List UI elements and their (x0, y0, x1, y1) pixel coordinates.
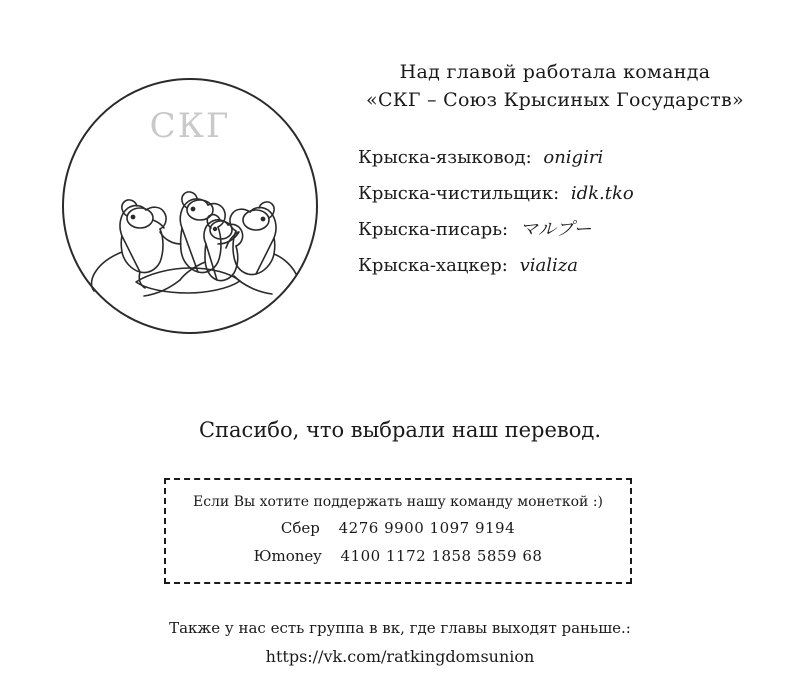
role-label-cleaner: Крыска-чистильщик: (358, 183, 560, 204)
credits-title-line1: Над главой работала команда (399, 61, 711, 83)
thank-you-message: Спасибо, что выбрали наш перевод. (198, 418, 602, 442)
team-logo (62, 78, 318, 334)
credits-role-row (358, 176, 770, 212)
role-label-hacker: Крыска-хацкер: (358, 255, 508, 276)
credits-title-line2: «СКГ – Союз Крысиных Государств» (366, 89, 744, 111)
donation-provider-yoomoney: Юmoney (253, 547, 322, 565)
donation-provider-sber: Сбер (280, 519, 320, 537)
donation-box (164, 478, 632, 584)
role-value-cleaner: idk.tko (570, 183, 634, 204)
credits-role-list (340, 140, 770, 284)
footer-block (0, 615, 800, 666)
donation-number-sber[interactable]: 4276 9900 1097 9194 (338, 519, 516, 537)
credits-role-row (358, 140, 770, 176)
donation-row-yoomoney (166, 542, 630, 570)
logo-monogram-text: СКГ (149, 106, 231, 146)
rats-icon (78, 140, 302, 310)
footer-note: Также у нас есть группа в вк, где главы выходят раньше.: (169, 619, 631, 637)
donation-number-yoomoney[interactable]: 4100 1172 1858 5859 68 (340, 547, 543, 565)
donation-row-sber (166, 514, 630, 542)
role-label-translator: Крыска-языковод: (358, 147, 532, 168)
role-value-typesetter: マルプー (519, 219, 592, 240)
role-label-typesetter: Крыска-писарь: (358, 219, 509, 240)
credits-block (340, 58, 770, 284)
donation-heading: Если Вы хотите поддержать нашу команду монеткой :) (192, 494, 604, 510)
role-value-translator: onigiri (543, 147, 604, 168)
role-value-hacker: vializa (519, 255, 578, 276)
credits-role-row (358, 212, 770, 248)
credits-role-row (358, 248, 770, 284)
vk-group-link[interactable]: https://vk.com/ratkingdomsunion (265, 647, 535, 666)
